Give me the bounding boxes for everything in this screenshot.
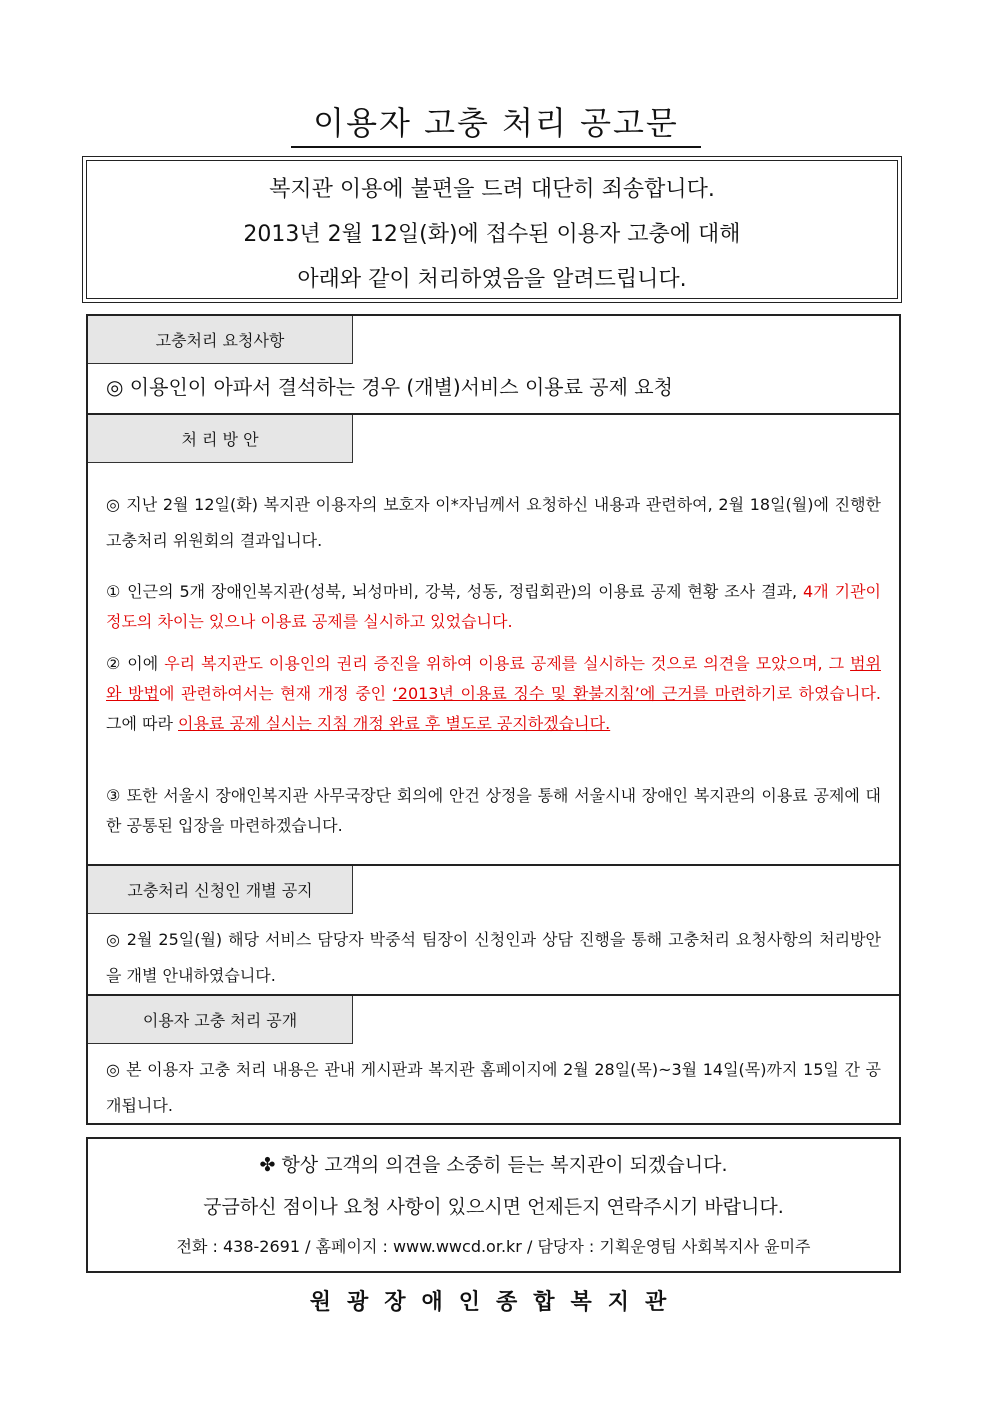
intro-line-3: 아래와 같이 처리하였음을 알려드립니다. (297, 267, 687, 292)
plan-section (88, 415, 899, 865)
plan-item-2-text-a: ② 이에 (106, 654, 165, 673)
disclosure-section (88, 996, 899, 1123)
plan-item-2-text-b: 그에 따라 (106, 714, 178, 733)
plan-item-2 (106, 649, 881, 739)
disclosure-body: ◎ 본 이용자 고충 처리 내용은 관내 게시판과 복지관 홈페이지에 2월 28일(목)~3월 14일(목)까지 15일 간 공개됩니다. (106, 1060, 881, 1115)
request-heading: 고충처리 요청사항 (88, 316, 353, 364)
notice-body: ◎ 2월 25일(월) 해당 서비스 담당자 박중석 팀장이 신청인과 상담 진행을 통해 고충처리 요청사항의 처리방안을 개별 안내하였습니다. (106, 930, 881, 985)
plan-heading: 처 리 방 안 (88, 415, 353, 463)
disclosure-heading: 이용자 고충 처리 공개 (88, 996, 353, 1044)
main-content-box (86, 314, 901, 1125)
document-title-text: 이용자 고충 처리 공고문 (291, 98, 701, 148)
notice-heading: 고충처리 신청인 개별 공지 (88, 866, 353, 914)
organization-name: 원광장애인종합복지관 (309, 1290, 683, 1315)
plan-item-2-underline-c: 이용료 공제 실시는 지침 개정 완료 후 별도로 공지하겠습니다. (178, 714, 611, 733)
plan-item-1-text: ① 인근의 5개 장애인복지관(성북, 뇌성마비, 강북, 성동, 정립회관)의 이용료 공제 현황 조사 결과, (106, 582, 804, 601)
footer-line-2: 궁금하신 점이나 요청 사항이 있으시면 언제든지 연락주시기 바랍니다. (203, 1196, 784, 1218)
plan-item-2-underline-a: 범위와 방법 (106, 654, 881, 703)
request-body: ◎ 이용인이 아파서 결석하는 경우 (개별)서비스 이용료 공제 요청 (106, 375, 673, 399)
footer-contact: 전화 : 438-2691 / 홈페이지 : www.wwcd.or.kr / 담당자 : 기획운영팀 사회복지사 윤미주 (176, 1237, 811, 1256)
plan-item-2-highlight-a: 우리 복지관도 이용인의 권리 증진을 위하여 이용료 공제를 실시하는 것으로 의견을 모았으며, 그 (164, 654, 851, 673)
plan-intro: ◎ 지난 2월 12일(화) 복지관 이용자의 보호자 이*자님께서 요청하신 내용과 관련하여, 2월 18일(월)에 진행한 고충처리 위원회의 결과입니다. (106, 495, 881, 550)
notice-section (88, 866, 899, 994)
footer-box (86, 1137, 901, 1273)
document-title (0, 98, 992, 148)
intro-box (86, 160, 898, 299)
plan-item-1 (106, 577, 881, 637)
plan-item-1-highlight: 4개 기관이 정도의 차이는 있으나 이용료 공제를 실시하고 있었습니다. (106, 582, 881, 631)
intro-line-1: 복지관 이용에 불편을 드려 대단히 죄송합니다. (269, 177, 715, 202)
footer-line-1: ✤ 항상 고객의 의견을 소중히 듣는 복지관이 되겠습니다. (259, 1154, 728, 1176)
plan-item-2-highlight-b: 에 관련하여서는 현재 개정 중인 (158, 684, 393, 703)
plan-item-2-highlight-c: 하기로 하였습니다. (745, 684, 881, 703)
intro-line-2: 2013년 2월 12일(화)에 접수된 이용자 고충에 대해 (243, 222, 741, 247)
plan-item-2-underline-b: ‘2013년 이용료 징수 및 환불지침’에 근거를 마련 (392, 684, 746, 703)
request-section (88, 316, 899, 414)
plan-item-3: ③ 또한 서울시 장애인복지관 사무국장단 회의에 안건 상정을 통해 서울시내 장애인 복지관의 이용료 공제에 대한 공통된 입장을 마련하겠습니다. (106, 786, 881, 835)
